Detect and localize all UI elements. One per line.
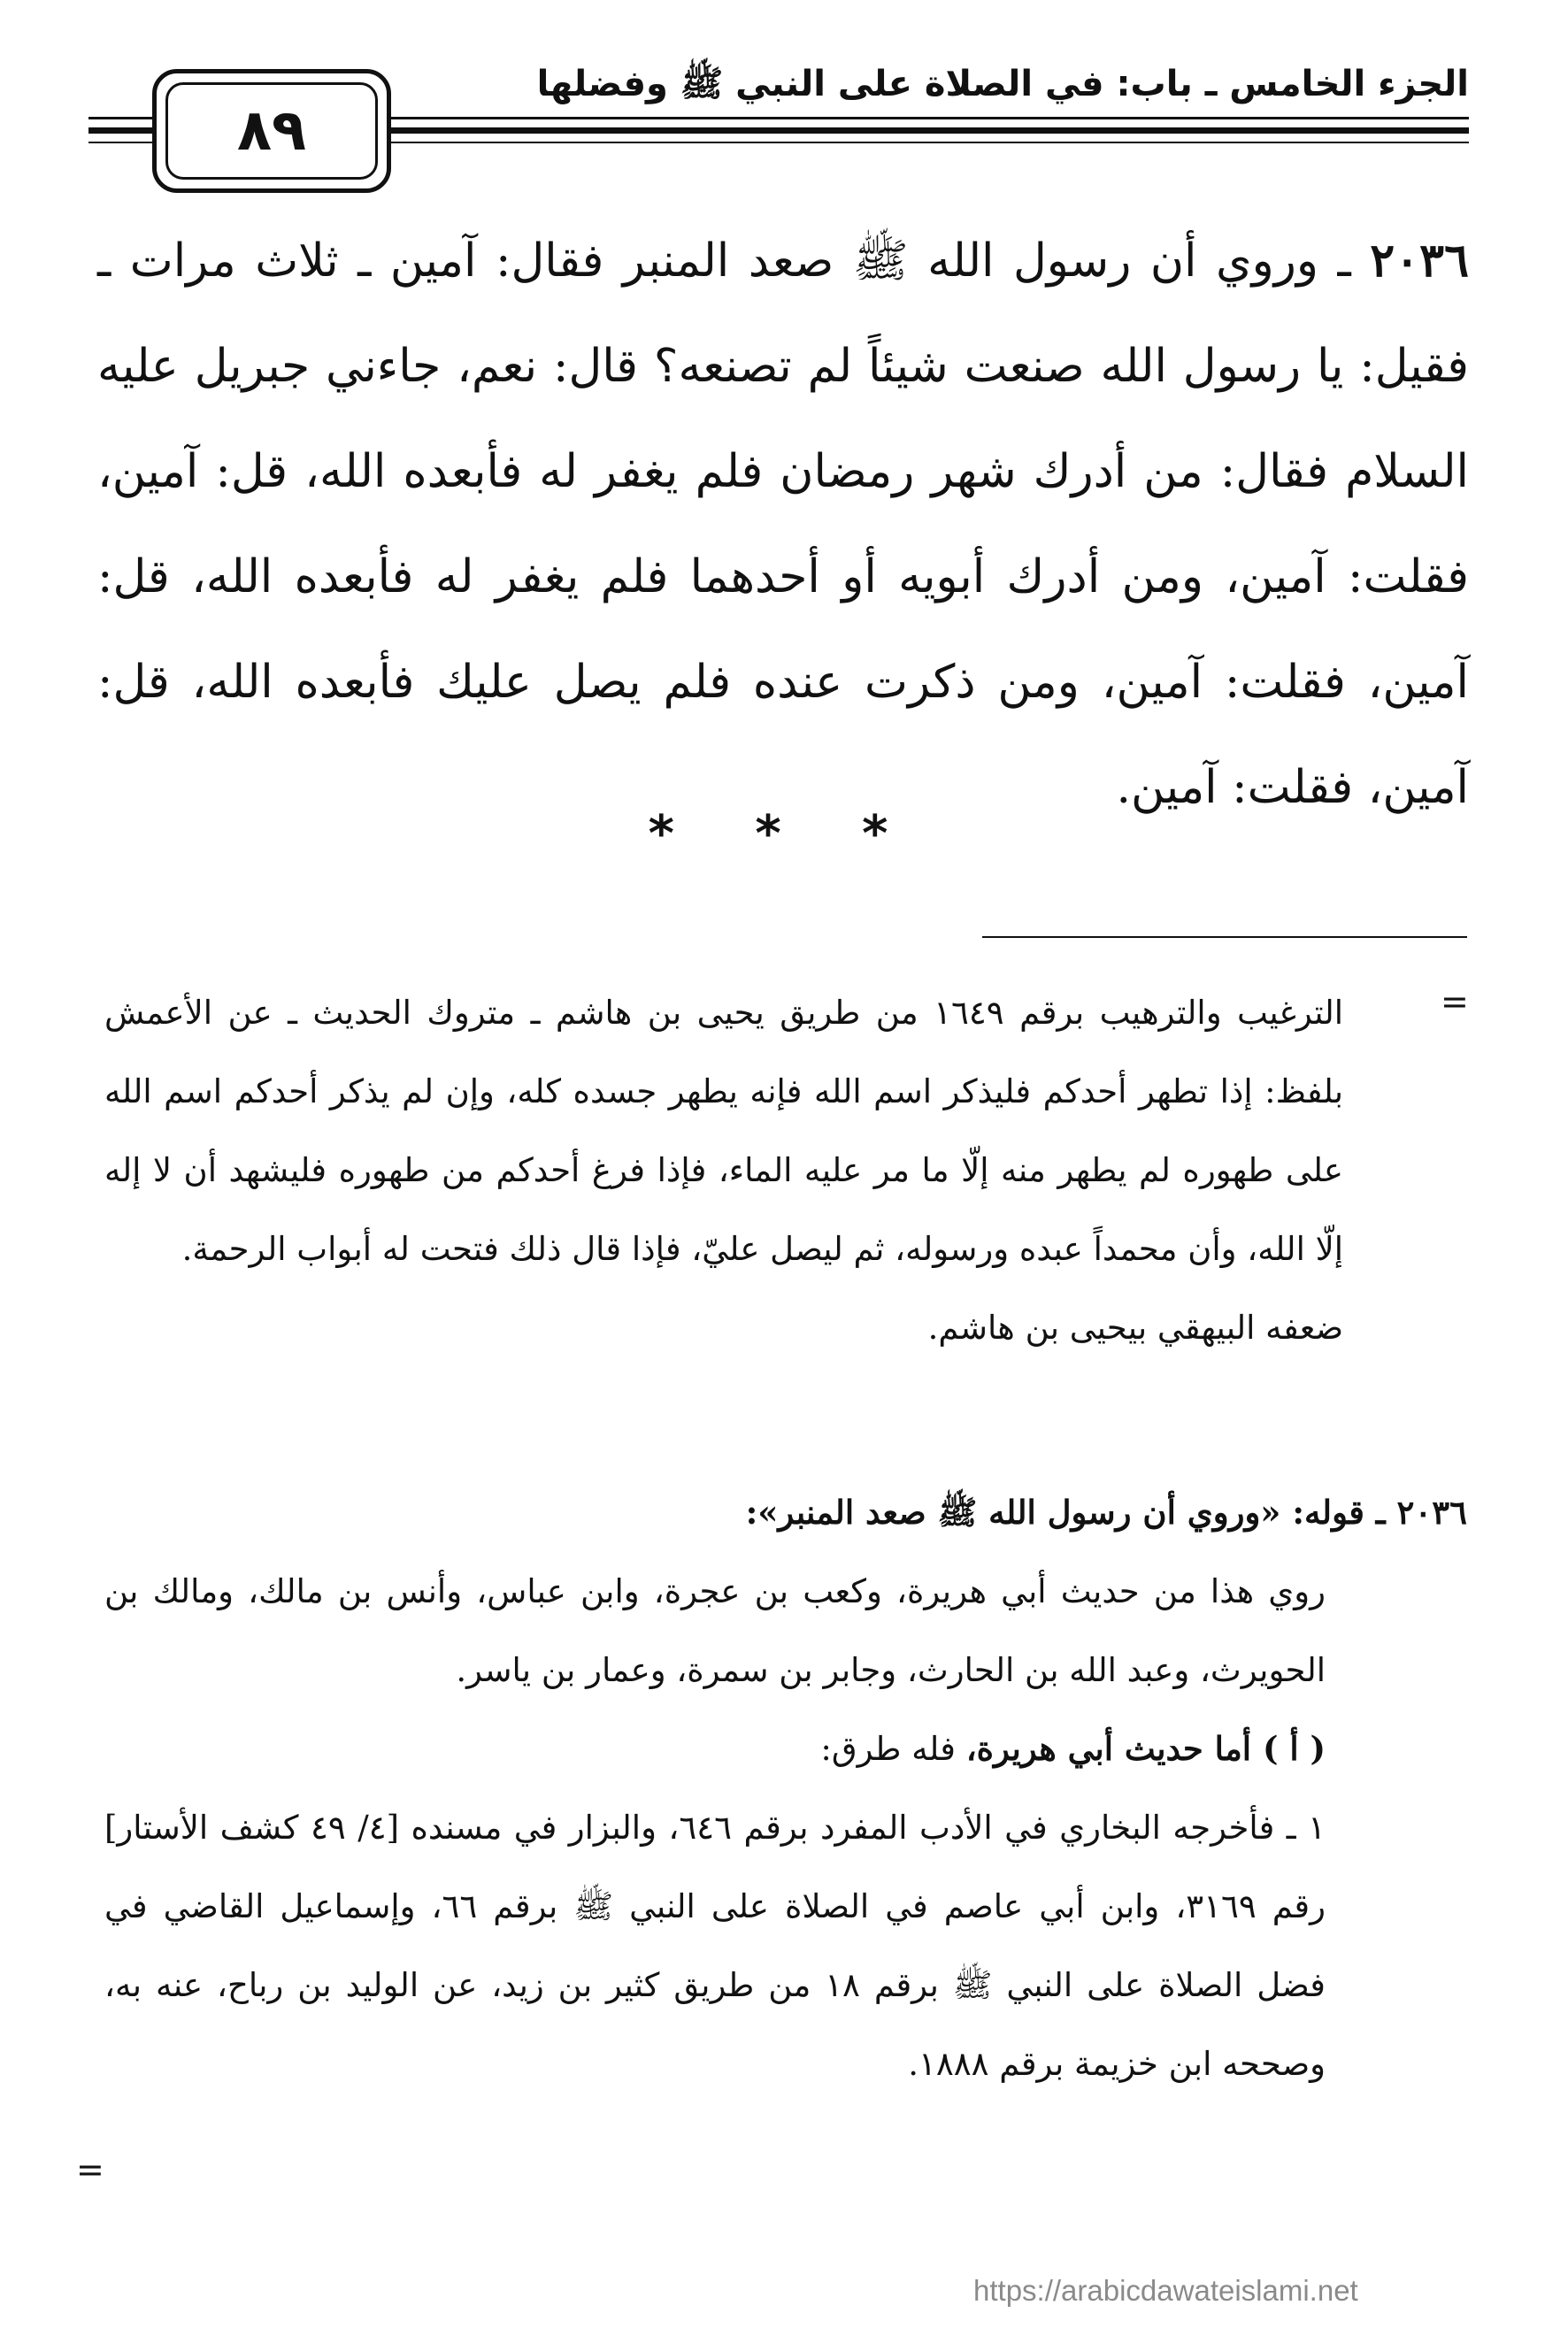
main-text-block: [97, 208, 1469, 841]
section-a-paragraph: [104, 1710, 1326, 1788]
footnote-heading-text: ـ قوله: «وروي أن رسول الله ﷺ صعد المنبر»:: [745, 1493, 1386, 1532]
bottom-continuation-mark: =: [76, 2150, 104, 2189]
header-title: الجزء الخامس ـ باب: في الصلاة على النبي ﷺ وفضلها: [536, 64, 1469, 104]
hadith-paragraph: [97, 208, 1469, 841]
continued-footnote-text: الترغيب والترهيب برقم ١٦٤٩ من طريق يحيى بن هاشم ـ متروك الحديث ـ عن الأعمش بلفظ: إذا تطهر أحدكم فليذكر اسم الله فإنه يطهر جسده كله، وإن لم يذكر أحدكم اسم الله على طهوره لم يطهر منه إلّا ما مر عليه الماء، فإذا فرغ أحدكم من طهوره فليشهد أن لا إله إلّا الله، وأن محمداً عبده ورسوله، ثم ليصل عليّ، فإذا قال ذلك فتحت له أبواب الرحمة.: [104, 994, 1344, 1268]
page-number-inner-frame: [165, 82, 378, 180]
footnote-number: ٢٠٣٦: [1396, 1493, 1467, 1532]
hadith-number: ٢٠٣٦: [1370, 234, 1469, 288]
footnote-rule: [982, 936, 1467, 938]
continuation-mark: =: [1441, 982, 1469, 1021]
footnotes-continued: [104, 973, 1343, 1367]
running-header: [88, 62, 1469, 164]
item-1-paragraph: ١ ـ فأخرجه البخاري في الأدب المفرد برقم ٦٤٦، والبزار في مسنده [٤/ ٤٩ كشف الأستار] رقم ٣١٦٩، وابن أبي عاصم في الصلاة على النبي ﷺ برقم ٦٦، وإسماعيل القاضي في فضل الصلاة على النبي ﷺ برقم ١٨ من طريق كثير بن زيد، عن الوليد بن رباح، عنه به، وصححه ابن خزيمة برقم ١٨٨٨.: [104, 1809, 1326, 2083]
section-a-text: فله طرق:: [820, 1730, 956, 1768]
section-separator: * * *: [648, 805, 920, 863]
page-number-frame: [152, 69, 391, 193]
page-number: ٨٩: [236, 98, 307, 164]
weakness-note: ضعفه البيهقي بيحيى بن هاشم.: [927, 1309, 1343, 1347]
footnote-body: [104, 1552, 1326, 2103]
section-a-label: ( أ ) أما حديث أبي هريرة،: [965, 1729, 1326, 1768]
footnote-2036: [104, 1473, 1467, 2103]
watermark-url: https://arabicdawateislami.net: [973, 2274, 1358, 2307]
footnote-heading: [104, 1473, 1467, 1552]
hadith-text: ـ وروي أن رسول الله ﷺ صعد المنبر فقال: آمين ـ ثلاث مرات ـ فقيل: يا رسول الله صنعت شيئاً لم تصنعه؟ قال: نعم، جاءني جبريل عليه السلام فقال: من أدرك شهر رمضان فلم يغفر له فأبعده الله، قل: آمين، فقلت: آمين، ومن أدرك أبويه أو أحدهما فلم يغفر له فأبعده الله، قل: آمين، فقلت: آمين، ومن ذكرت عنده فلم يصل عليك فأبعده الله، قل: آمين، فقلت: آمين.: [97, 234, 1469, 814]
narrators-paragraph: روي هذا من حديث أبي هريرة، وكعب بن عجرة، وابن عباس، وأنس بن مالك، ومالك بن الحويرث، وعبد الله بن الحارث، وجابر بن سمرة، وعمار بن ياسر.: [104, 1572, 1326, 1689]
